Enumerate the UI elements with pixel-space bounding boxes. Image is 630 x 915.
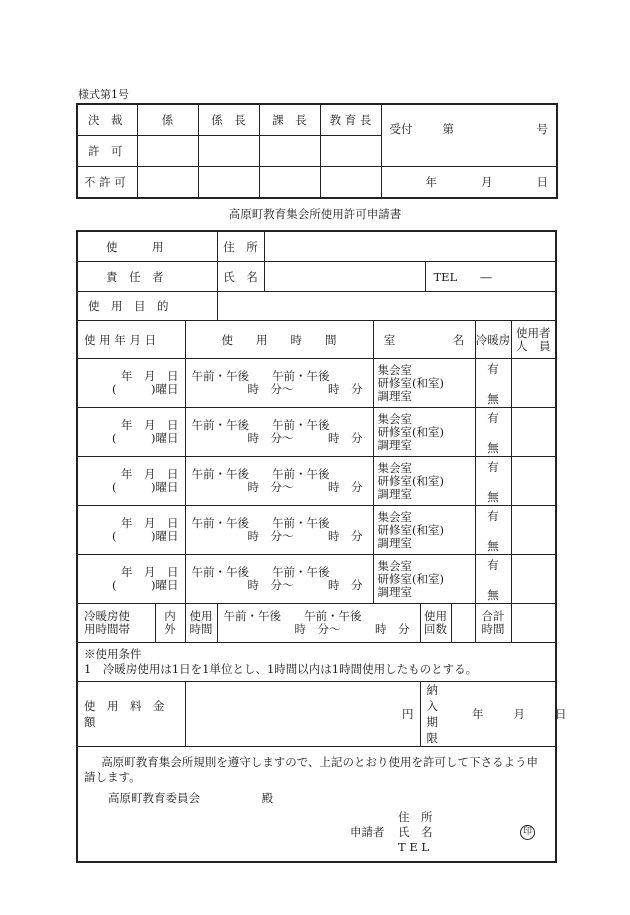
aircon-usage-label: 冷暖房使 用時間帯 — [77, 604, 155, 643]
approval-date-cell — [381, 167, 557, 199]
approval-stamp-cell — [198, 136, 259, 167]
room-option[interactable]: 調理室 — [377, 437, 412, 452]
schedule-aircon-cell[interactable] — [475, 457, 511, 506]
room-option[interactable]: 調理室 — [377, 486, 412, 501]
aircon-yes[interactable]: 有 — [487, 411, 499, 425]
approval-header-kakaricho: 係 長 — [198, 104, 259, 136]
approval-date-month: 月 — [481, 175, 493, 189]
schedule-date-cell[interactable]: 年 月 日 ( )曜日 — [77, 408, 185, 457]
schedule-header-date: 使 用 年 月 日 — [77, 321, 185, 359]
approval-stamp-cell — [198, 167, 259, 199]
schedule-time-cell[interactable]: 午前・午後 午前・午後 時 分～ 時 分 — [185, 457, 373, 506]
schedule-users-cell[interactable] — [511, 506, 556, 555]
aircon-total-label: 合計 時間 — [475, 604, 511, 643]
room-option[interactable]: 調理室 — [377, 584, 412, 599]
purpose-label-cell: 使 用 目 的 — [77, 292, 217, 321]
name-field[interactable] — [265, 262, 426, 291]
approval-stamp-cell — [137, 167, 198, 199]
approval-row-label-kyoka: 許 可 — [77, 136, 137, 167]
address-label: 住 所 — [218, 232, 265, 261]
schedule-row — [77, 555, 556, 604]
schedule-row — [77, 506, 556, 555]
schedule-time-cell[interactable]: 午前・午後 午前・午後 時 分～ 時 分 — [185, 555, 373, 604]
approval-table — [76, 103, 558, 199]
receipt-go: 号 — [536, 122, 548, 136]
approval-row-label-kessai: 決 裁 — [77, 104, 137, 136]
addressee: 高原町教育委員会 — [108, 791, 200, 805]
aircon-no[interactable]: 無 — [487, 539, 499, 553]
seal-icon: 印 — [520, 825, 535, 840]
approval-header-kakari: 係 — [137, 104, 198, 136]
tel-label: TEL ― — [433, 269, 492, 284]
application-table — [76, 230, 567, 863]
applicant-name-line: 申請者 氏 名 印 — [84, 825, 549, 840]
schedule-room-cell[interactable] — [373, 506, 475, 555]
room-option[interactable]: 研修室(和室) — [377, 522, 444, 537]
aircon-no[interactable]: 無 — [487, 441, 499, 455]
approval-stamp-cell — [259, 167, 320, 199]
schedule-rows — [77, 359, 556, 604]
schedule-date-cell[interactable]: 年 月 日 ( )曜日 — [77, 359, 185, 408]
deadline-day: 日 — [555, 707, 567, 721]
receipt-cell — [381, 104, 557, 167]
schedule-time-cell[interactable]: 午前・午後 午前・午後 時 分～ 時 分 — [185, 506, 373, 555]
schedule-header-users: 使用者 人 員 — [511, 321, 556, 359]
schedule-aircon-cell[interactable] — [475, 408, 511, 457]
name-label: 氏 名 — [218, 262, 265, 291]
schedule-aircon-cell[interactable] — [475, 506, 511, 555]
schedule-users-cell[interactable] — [511, 555, 556, 604]
approval-date-year: 年 — [425, 175, 437, 189]
schedule-users-cell[interactable] — [511, 359, 556, 408]
approval-date-day: 日 — [536, 175, 548, 189]
aircon-use-time-label: 使用 時間 — [185, 604, 217, 643]
schedule-header-time: 使 用 時 間 — [185, 321, 373, 359]
schedule-room-cell[interactable] — [373, 555, 475, 604]
room-option[interactable]: 集会室 — [377, 411, 412, 426]
deadline-label: 納入期限 — [426, 683, 438, 745]
room-option[interactable]: 研修室(和室) — [377, 375, 444, 390]
room-option[interactable]: 調理室 — [377, 535, 412, 550]
deadline-month: 月 — [513, 707, 525, 721]
aircon-time-range[interactable]: 午前・午後 午前・午後 時 分～ 時 分 — [217, 604, 420, 643]
schedule-room-cell[interactable] — [373, 457, 475, 506]
aircon-total-field[interactable] — [511, 604, 556, 643]
aircon-yes[interactable]: 有 — [487, 460, 499, 474]
declaration — [77, 747, 556, 863]
conditions-item: 1 冷暖房使用は1日を1単位とし、1時間以内は1時間使用したものとする。 — [84, 662, 478, 676]
schedule-row — [77, 359, 556, 408]
schedule-row — [77, 408, 556, 457]
schedule-time-cell[interactable]: 午前・午後 午前・午後 時 分～ 時 分 — [185, 408, 373, 457]
room-option[interactable]: 研修室(和室) — [377, 473, 444, 488]
payment-deadline — [420, 682, 567, 747]
aircon-no[interactable]: 無 — [487, 392, 499, 406]
aircon-no[interactable]: 無 — [487, 490, 499, 504]
deadline-year: 年 — [472, 707, 484, 721]
fee-label: 使 用 料 金 額 — [77, 682, 185, 747]
schedule-row — [77, 457, 556, 506]
address-row — [217, 231, 556, 262]
schedule-aircon-cell[interactable] — [475, 359, 511, 408]
schedule-room-cell[interactable] — [373, 408, 475, 457]
usage-conditions — [77, 643, 556, 682]
schedule-date-cell[interactable]: 年 月 日 ( )曜日 — [77, 457, 185, 506]
approval-header-kyoikucho: 教 育 長 — [320, 104, 381, 136]
room-option[interactable]: 集会室 — [377, 460, 412, 475]
approval-stamp-cell — [137, 136, 198, 167]
purpose-field[interactable] — [217, 292, 556, 321]
schedule-date-cell[interactable]: 年 月 日 ( )曜日 — [77, 555, 185, 604]
schedule-header-aircon: 冷暖房 — [475, 321, 511, 359]
room-option[interactable]: 研修室(和室) — [377, 424, 444, 439]
document-title: 高原町教育集会所使用許可申請書 — [228, 207, 402, 221]
receipt-dai: 第 — [442, 122, 454, 136]
aircon-yes[interactable]: 有 — [487, 362, 499, 376]
name-row — [217, 262, 556, 292]
room-option[interactable]: 研修室(和室) — [377, 571, 444, 586]
schedule-users-cell[interactable] — [511, 457, 556, 506]
aircon-no[interactable]: 無 — [487, 588, 499, 602]
receipt-label: 受付 — [389, 122, 413, 136]
address-field[interactable] — [265, 232, 556, 261]
schedule-room-cell[interactable] — [373, 359, 475, 408]
room-option[interactable]: 調理室 — [377, 388, 412, 403]
dono: 殿 — [261, 791, 274, 805]
room-option[interactable]: 集会室 — [377, 509, 412, 524]
schedule-users-cell[interactable] — [511, 408, 556, 457]
approval-stamp-cell — [320, 136, 381, 167]
aircon-yes[interactable]: 有 — [487, 509, 499, 523]
approval-stamp-cell — [259, 136, 320, 167]
approval-row-label-fukyoka: 不 許 可 — [77, 167, 137, 199]
applicant-address-line: 住 所 — [398, 810, 433, 824]
user-label-cell: 使 用 — [77, 231, 217, 262]
room-option[interactable]: 集会室 — [377, 362, 412, 377]
schedule-header-room: 室 名 — [373, 321, 475, 359]
form-number: 様式第1号 — [78, 88, 129, 101]
aircon-yes[interactable]: 有 — [487, 558, 499, 572]
schedule-aircon-cell[interactable] — [475, 555, 511, 604]
aircon-count-field[interactable] — [452, 604, 475, 642]
aircon-count-label2: 回数 — [424, 622, 447, 636]
schedule-date-cell[interactable]: 年 月 日 ( )曜日 — [77, 506, 185, 555]
declaration-text: 高原町教育集会所規則を遵守しますので、上記のとおり使用を許可して下さるよう申請します。 — [84, 755, 539, 784]
approval-stamp-cell — [320, 167, 381, 199]
applicant-tel-line: T E L — [398, 840, 430, 854]
aircon-count-label1: 使用 — [424, 609, 447, 623]
aircon-inout: 内 外 — [155, 604, 185, 643]
aircon-count-cell — [420, 604, 475, 643]
approval-header-kacho: 課 長 — [259, 104, 320, 136]
schedule-time-cell[interactable]: 午前・午後 午前・午後 時 分～ 時 分 — [185, 359, 373, 408]
responsible-label-cell: 責 任 者 — [77, 262, 217, 292]
room-option[interactable]: 集会室 — [377, 558, 412, 573]
fee-amount-field[interactable]: 円 — [185, 682, 420, 747]
conditions-title: ※使用条件 — [84, 647, 142, 661]
